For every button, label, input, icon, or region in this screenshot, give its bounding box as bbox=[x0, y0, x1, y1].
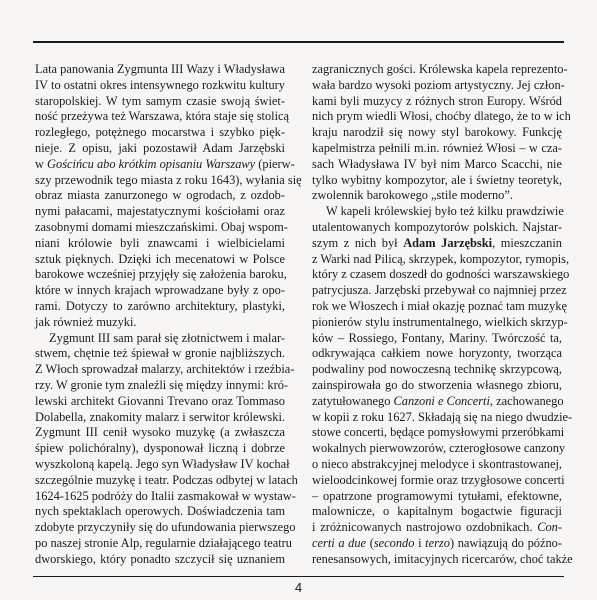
text-line: obraz miasta zanurzonego w ogrodach, z ozdob- bbox=[35, 188, 285, 203]
text-line: o nieco abstrakcyjnej melodyce i skontrastowanej, bbox=[312, 456, 562, 471]
text-line: barokowe wcześniej przyjęły się założenia baroku, bbox=[35, 267, 287, 282]
page-number: 4 bbox=[294, 580, 303, 595]
text-line: pionierów stylu instrumentalnego, wielkich skrzyp- bbox=[312, 314, 568, 329]
text-line: rzy. W gronie tym znaleźli się między innymi: kró- bbox=[35, 377, 289, 392]
text-line: niani królowie byli znawcami i wielbicielami bbox=[35, 235, 285, 250]
left-text-column bbox=[35, 62, 302, 568]
bottom-rule bbox=[33, 576, 564, 577]
text-line: wieloodcinkowej formie oraz trzygłosowe concerti bbox=[312, 472, 565, 487]
text-line: dworskiego, który ponadto szczycił się uznaniem bbox=[35, 551, 285, 566]
text-line: nymi pałacami, majestatycznymi kościołami oraz bbox=[35, 204, 285, 219]
text-line: 1624-1625 podróży do Italii zasmakował w wystaw- bbox=[35, 488, 296, 503]
text-line: W kapeli królewskiej było też kilku prawdziwie bbox=[326, 204, 564, 219]
text-line: staropolskiej. W tym samym czasie swoją świet- bbox=[35, 93, 285, 108]
top-rule bbox=[33, 41, 564, 43]
text-line: śpiew polichóralny), dysponował liczną i dobrze bbox=[35, 441, 285, 456]
text-line: Zygmunt III cenił wysoko muzykę (a zwłaszcza bbox=[35, 425, 285, 440]
text-line: tylko wybitny kompozytor, ale i świetny teoretyk, bbox=[312, 172, 562, 187]
text-line: zwolennik barokowego „stile moderno”. bbox=[312, 188, 513, 203]
text-line: wokalnych pierwowzorów, czterogłosowe canzony bbox=[312, 441, 566, 456]
text-line: zagranicznych gości. Królewska kapela reprezento- bbox=[312, 62, 568, 76]
text-line: Dolabella, znakomity malarz i serwitor królewski. bbox=[35, 409, 285, 424]
text-line: zdobyte przyczyniły się do ufundowania pierwszego bbox=[35, 520, 296, 535]
text-line: zainspirowała go do stworzenia własnego zbioru, bbox=[312, 377, 562, 392]
right-text-column bbox=[312, 62, 573, 568]
text-line: które w innych krajach wprowadzane były z opo- bbox=[35, 283, 285, 298]
text-line: nich prym wiedli Włosi, choćby dlatego, że to w ich bbox=[312, 109, 571, 124]
text-line: wyszkoloną kapelą. Jego syn Władysław IV kochał bbox=[35, 456, 290, 471]
text-line: ków – Rossiego, Fontany, Mariny. Twórczość ta, bbox=[312, 330, 562, 345]
text-line: – opatrzone programowymi tytułami, efektowne, bbox=[312, 488, 562, 503]
text-line: który z czasem doszedł do godności warszawskiego bbox=[312, 267, 570, 282]
text-line: lewski architekt Giovanni Trevano oraz Tommaso bbox=[35, 393, 285, 408]
text-line: kapelmistrza pełnili m.in. również Włosi – w cza- bbox=[312, 140, 562, 155]
text-line: nieje. Z opisu, jaki pozostawił Adam Jarzębski bbox=[35, 140, 285, 155]
text-line: i zróżnicowanych nastrojowo ozdobnikach. Con- bbox=[312, 520, 562, 535]
text-line: sach Władysława IV był nim Marco Scacchi, nie bbox=[312, 156, 562, 171]
text-line: szczególnie muzykę i teatr. Podczas odbytej w latach bbox=[35, 472, 298, 487]
text-line: Z Włoch sprowadzał malarzy, architektów i rzeźbia- bbox=[35, 362, 295, 377]
text-line: szy przewodnik tego miasta z roku 1643), wyłania się bbox=[35, 172, 302, 187]
text-line: sztuk pięknych. Dzięki ich mecenatowi w Polsce bbox=[35, 251, 285, 266]
text-line: IV to ostatni okres intensywnego rozkwitu kultury bbox=[35, 77, 285, 92]
text-line: stowe concerti, będące pomysłowymi przeróbkami bbox=[312, 425, 565, 440]
text-line: certi a due (secondo i terzo) nawiązują do późno- bbox=[312, 535, 562, 550]
text-line: podwaliny pod nowoczesną technikę skrzypcową, bbox=[312, 362, 562, 377]
text-line: jak również muzyki. bbox=[35, 314, 137, 329]
text-line: utalentowanych kompozytorów polskich. Najstar- bbox=[312, 219, 562, 234]
text-line: patrycjusza. Jarzębski przebywał co najmniej przez bbox=[312, 283, 567, 298]
text-line: szym z nich był Adam Jarzębski, mieszczanin bbox=[312, 235, 562, 250]
text-line: rok we Włoszech i miał okazję poznać tam muzykę bbox=[312, 298, 568, 313]
text-line: w Gościńcu abo krótkim opisaniu Warszawy (pierw- bbox=[35, 156, 295, 171]
text-line: ność przeżywa też Warszawa, która staje się stolicą bbox=[35, 109, 290, 124]
text-line: kraju narodził się nowy styl barokowy. Funkcję bbox=[312, 125, 562, 140]
text-line: rozległego, potężnego mocarstwa i szybko pięk- bbox=[35, 125, 285, 140]
text-line: kami byli muzycy z różnych stron Europy. Wśród bbox=[312, 93, 562, 108]
text-line: renesansowych, imitacyjnych ricercarów, choć także bbox=[312, 551, 573, 566]
text-line: z Warki nad Pilicą, skrzypek, kompozytor, rymopis, bbox=[312, 251, 570, 266]
text-line: Zygmunt III sam parał się złotnictwem i malar- bbox=[49, 330, 285, 345]
text-line: Lata panowania Zygmunta III Wazy i Władysława bbox=[35, 62, 285, 76]
text-line: wała bardzo wysoki poziom artystyczny. Jej człon- bbox=[312, 77, 565, 92]
text-line: zatytułowanego Canzoni e Concerti, zachowanego bbox=[312, 393, 564, 408]
text-line: w kopii z roku 1627. Składają się na niego dwudzie- bbox=[312, 409, 573, 424]
text-line: po naszej stronie Alp, regularnie działającego teatru bbox=[35, 535, 292, 550]
text-line: odkrywająca całkiem nowe horyzonty, tworząca bbox=[312, 346, 562, 361]
text-line: stwem, chętnie też śpiewał w gronie najbliższych. bbox=[35, 346, 285, 361]
text-line: rami. Dotyczy to zarówno architektury, plastyki, bbox=[35, 298, 285, 313]
text-line: nych spektaklach operowych. Doświadczenia tam bbox=[35, 504, 285, 519]
text-line: malownicze, o kapitalnym bogactwie figuracji bbox=[312, 504, 562, 519]
text-line: zasobnymi domami mieszczańskimi. Obaj wspom- bbox=[35, 219, 288, 234]
